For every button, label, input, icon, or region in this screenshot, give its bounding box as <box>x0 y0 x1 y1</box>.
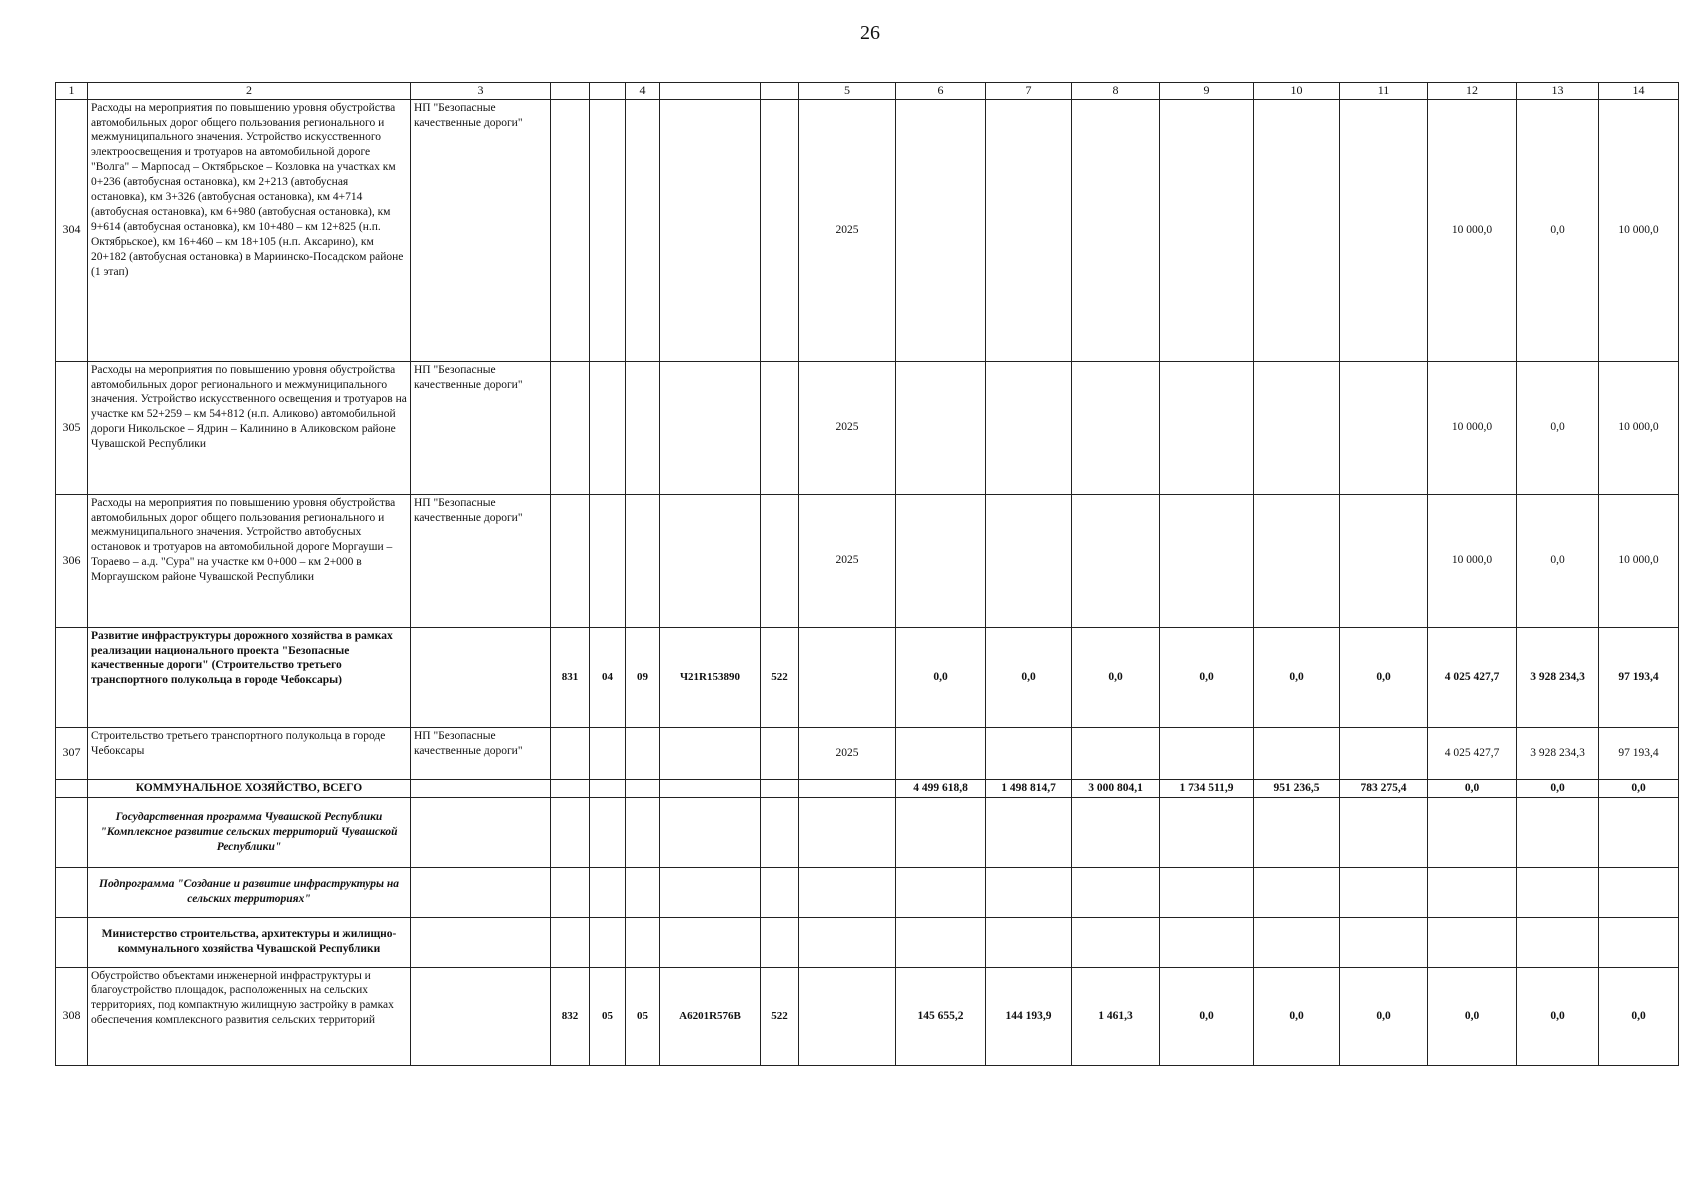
budget-code-cell: 04 <box>590 627 626 727</box>
budget-code-cell <box>590 494 626 627</box>
national-project <box>411 797 551 867</box>
budget-code-cell <box>626 727 660 779</box>
row-number: 304 <box>56 99 88 361</box>
amount-cell: 783 275,4 <box>1340 779 1428 797</box>
amount-cell <box>1599 867 1679 917</box>
amount-cell: 10 000,0 <box>1599 361 1679 494</box>
budget-code-cell <box>660 917 761 967</box>
budget-code-cell <box>626 361 660 494</box>
amount-cell <box>1428 797 1517 867</box>
year-cell <box>799 967 896 1065</box>
national-project <box>411 967 551 1065</box>
budget-code-cell <box>590 779 626 797</box>
amount-cell: 0,0 <box>1254 627 1340 727</box>
year-cell <box>799 797 896 867</box>
budget-code-cell <box>551 797 590 867</box>
amount-cell: 1 734 511,9 <box>1160 779 1254 797</box>
budget-code-cell <box>590 361 626 494</box>
budget-code-cell <box>660 797 761 867</box>
amount-cell <box>1428 917 1517 967</box>
amount-cell <box>1072 917 1160 967</box>
amount-cell: 10 000,0 <box>1599 99 1679 361</box>
national-project: НП "Безопасные качественные дороги" <box>411 361 551 494</box>
budget-code-cell <box>551 779 590 797</box>
amount-cell <box>986 727 1072 779</box>
budget-code-cell <box>626 779 660 797</box>
row-description: Обустройство объектами инженерной инфраструктуры и благоустройство площадок, расположенных на сельских территориях, под компактную жилищную застройку в рамках обеспечения комплексного развития сельских территорий <box>88 967 411 1065</box>
amount-cell <box>896 99 986 361</box>
budget-code-cell <box>660 494 761 627</box>
amount-cell <box>1340 797 1428 867</box>
amount-cell: 0,0 <box>1517 99 1599 361</box>
table-row <box>56 727 1679 779</box>
header-col-12: 8 <box>1072 83 1160 100</box>
amount-cell <box>1517 867 1599 917</box>
amount-cell <box>1072 494 1160 627</box>
budget-code-cell <box>590 99 626 361</box>
amount-cell <box>896 917 986 967</box>
row-number <box>56 779 88 797</box>
budget-code-cell <box>761 779 799 797</box>
amount-cell <box>1160 99 1254 361</box>
header-col-15: 11 <box>1340 83 1428 100</box>
amount-cell: 10 000,0 <box>1599 494 1679 627</box>
amount-cell <box>1160 917 1254 967</box>
budget-code-cell: 831 <box>551 627 590 727</box>
amount-cell <box>986 797 1072 867</box>
row-number: 307 <box>56 727 88 779</box>
budget-code-cell <box>761 797 799 867</box>
year-cell: 2025 <box>799 361 896 494</box>
budget-code-cell <box>626 867 660 917</box>
national-project <box>411 779 551 797</box>
amount-cell: 1 498 814,7 <box>986 779 1072 797</box>
header-col-5 <box>590 83 626 100</box>
row-description: КОММУНАЛЬНОЕ ХОЗЯЙСТВО, ВСЕГО <box>88 779 411 797</box>
amount-cell <box>986 867 1072 917</box>
amount-cell <box>1160 867 1254 917</box>
budget-code-cell <box>551 99 590 361</box>
amount-cell <box>1254 917 1340 967</box>
row-description: Развитие инфраструктуры дорожного хозяйства в рамках реализации национального проекта "Безопасные качественные дороги" (Строительство третьего транспортного полукольца в городе Чебоксары) <box>88 627 411 727</box>
amount-cell <box>1254 867 1340 917</box>
budget-code-cell <box>590 727 626 779</box>
budget-code-cell <box>551 867 590 917</box>
table-row <box>56 867 1679 917</box>
amount-cell: 0,0 <box>896 627 986 727</box>
national-project: НП "Безопасные качественные дороги" <box>411 99 551 361</box>
national-project: НП "Безопасные качественные дороги" <box>411 727 551 779</box>
year-cell: 2025 <box>799 99 896 361</box>
row-number <box>56 867 88 917</box>
amount-cell <box>1160 727 1254 779</box>
amount-cell <box>1254 494 1340 627</box>
header-col-9: 5 <box>799 83 896 100</box>
amount-cell: 3 928 234,3 <box>1517 627 1599 727</box>
budget-code-cell: 05 <box>590 967 626 1065</box>
header-col-18: 14 <box>1599 83 1679 100</box>
amount-cell <box>1254 727 1340 779</box>
header-col-11: 7 <box>986 83 1072 100</box>
amount-cell <box>1072 99 1160 361</box>
amount-cell: 0,0 <box>1517 494 1599 627</box>
year-cell <box>799 779 896 797</box>
budget-code-cell <box>761 867 799 917</box>
table-row <box>56 361 1679 494</box>
amount-cell: 97 193,4 <box>1599 727 1679 779</box>
amount-cell <box>896 494 986 627</box>
amount-cell: 0,0 <box>1254 967 1340 1065</box>
row-number <box>56 917 88 967</box>
amount-cell: 0,0 <box>1072 627 1160 727</box>
row-number: 308 <box>56 967 88 1065</box>
table-row <box>56 494 1679 627</box>
row-number: 306 <box>56 494 88 627</box>
budget-code-cell <box>761 99 799 361</box>
budget-code-cell <box>761 727 799 779</box>
row-description: Подпрограмма "Создание и развитие инфраструктуры на сельских территориях" <box>88 867 411 917</box>
amount-cell <box>1517 797 1599 867</box>
row-description: Расходы на мероприятия по повышению уровня обустройства автомобильных дорог регионального и межмуниципального значения. Устройство искусственного освещения и тротуаров на участке км 52+259 – км 54+812 (н.п. Аликово) автомобильной дороги Никольское – Ядрин – Калинино в Аликовском районе Чувашской Республики <box>88 361 411 494</box>
budget-table <box>55 82 1679 1066</box>
amount-cell <box>1072 797 1160 867</box>
amount-cell: 0,0 <box>986 627 1072 727</box>
budget-code-cell <box>590 867 626 917</box>
amount-cell: 0,0 <box>1428 967 1517 1065</box>
budget-code-cell <box>626 917 660 967</box>
budget-code-cell <box>551 494 590 627</box>
header-col-16: 12 <box>1428 83 1517 100</box>
amount-cell <box>896 867 986 917</box>
amount-cell: 1 461,3 <box>1072 967 1160 1065</box>
budget-code-cell <box>660 99 761 361</box>
amount-cell: 0,0 <box>1599 967 1679 1065</box>
amount-cell: 10 000,0 <box>1428 494 1517 627</box>
amount-cell <box>1428 867 1517 917</box>
amount-cell <box>986 361 1072 494</box>
amount-cell <box>1160 361 1254 494</box>
budget-code-cell <box>660 779 761 797</box>
national-project <box>411 627 551 727</box>
amount-cell <box>986 99 1072 361</box>
year-cell: 2025 <box>799 494 896 627</box>
table-row <box>56 797 1679 867</box>
budget-code-cell <box>626 494 660 627</box>
amount-cell: 0,0 <box>1160 627 1254 727</box>
amount-cell <box>1254 361 1340 494</box>
row-number: 305 <box>56 361 88 494</box>
amount-cell: 0,0 <box>1340 967 1428 1065</box>
budget-code-cell <box>626 797 660 867</box>
amount-cell: 0,0 <box>1428 779 1517 797</box>
amount-cell: 144 193,9 <box>986 967 1072 1065</box>
table-row <box>56 627 1679 727</box>
header-col-8 <box>761 83 799 100</box>
amount-cell: 3 000 804,1 <box>1072 779 1160 797</box>
budget-code-cell: 05 <box>626 967 660 1065</box>
amount-cell: 4 025 427,7 <box>1428 627 1517 727</box>
amount-cell: 0,0 <box>1160 967 1254 1065</box>
header-col-13: 9 <box>1160 83 1254 100</box>
year-cell: 2025 <box>799 727 896 779</box>
national-project <box>411 867 551 917</box>
amount-cell <box>1517 917 1599 967</box>
budget-code-cell: 09 <box>626 627 660 727</box>
year-cell <box>799 917 896 967</box>
header-col-1: 1 <box>56 83 88 100</box>
header-col-17: 13 <box>1517 83 1599 100</box>
national-project <box>411 917 551 967</box>
header-col-3: 3 <box>411 83 551 100</box>
budget-code-cell: 522 <box>761 627 799 727</box>
national-project: НП "Безопасные качественные дороги" <box>411 494 551 627</box>
table-row <box>56 99 1679 361</box>
budget-code-cell: 832 <box>551 967 590 1065</box>
amount-cell <box>1599 917 1679 967</box>
amount-cell <box>1072 361 1160 494</box>
budget-code-cell <box>660 361 761 494</box>
row-number <box>56 797 88 867</box>
amount-cell <box>1599 797 1679 867</box>
amount-cell <box>896 361 986 494</box>
amount-cell <box>1072 727 1160 779</box>
header-col-4 <box>551 83 590 100</box>
amount-cell <box>896 797 986 867</box>
budget-code-cell: 522 <box>761 967 799 1065</box>
budget-code-cell: А6201R576В <box>660 967 761 1065</box>
table-row <box>56 967 1679 1065</box>
amount-cell <box>1072 867 1160 917</box>
page-number: 26 <box>860 22 880 44</box>
header-col-7 <box>660 83 761 100</box>
budget-code-cell <box>761 494 799 627</box>
budget-code-cell <box>551 361 590 494</box>
amount-cell: 3 928 234,3 <box>1517 727 1599 779</box>
table-row <box>56 779 1679 797</box>
amount-cell: 0,0 <box>1599 779 1679 797</box>
row-description: Расходы на мероприятия по повышению уровня обустройства автомобильных дорог общего пользования регионального и межмуниципального значения. Устройство искусственного электроосвещения и тротуаров на автомобильной дороге "Волга" – Марпосад – Октябрьское – Козловка на участках км 0+236 (автобусная остановка), км 2+213 (автобусная остановка), км 3+326 (автобусная остановка), км 4+714 (автобусная остановка), км 6+980 (автобусная остановка), км 9+614 (автобусная остановка), км 10+480 – км 12+825 (н.п. Октябрьское), км 16+460 – км 18+105 (н.п. Аксарино), км 20+182 (автобусная остановка) в Мариинско-Посадском районе (1 этап) <box>88 99 411 361</box>
header-col-2: 2 <box>88 83 411 100</box>
budget-code-cell <box>761 917 799 967</box>
amount-cell <box>1340 917 1428 967</box>
amount-cell: 10 000,0 <box>1428 99 1517 361</box>
amount-cell <box>1340 361 1428 494</box>
header-col-10: 6 <box>896 83 986 100</box>
budget-code-cell <box>551 727 590 779</box>
budget-code-cell <box>660 867 761 917</box>
budget-code-cell <box>551 917 590 967</box>
budget-code-cell <box>590 797 626 867</box>
amount-cell: 0,0 <box>1517 967 1599 1065</box>
row-description: Государственная программа Чувашской Республики "Комплексное развитие сельских территорий Чувашской Республики" <box>88 797 411 867</box>
amount-cell: 10 000,0 <box>1428 361 1517 494</box>
year-cell <box>799 627 896 727</box>
amount-cell <box>1160 797 1254 867</box>
budget-code-cell <box>590 917 626 967</box>
amount-cell <box>1254 797 1340 867</box>
amount-cell: 4 025 427,7 <box>1428 727 1517 779</box>
table-row <box>56 917 1679 967</box>
amount-cell: 951 236,5 <box>1254 779 1340 797</box>
amount-cell: 0,0 <box>1340 627 1428 727</box>
amount-cell <box>1340 867 1428 917</box>
amount-cell: 145 655,2 <box>896 967 986 1065</box>
row-description: Министерство строительства, архитектуры и жилищно-коммунального хозяйства Чувашской Республики <box>88 917 411 967</box>
row-number <box>56 627 88 727</box>
amount-cell: 0,0 <box>1517 779 1599 797</box>
row-description: Расходы на мероприятия по повышению уровня обустройства автомобильных дорог общего пользования регионального и межмуниципального значения. Устройство автобусных остановок и тротуаров на автомобильной дороге Моргауши – Тораево – а.д. "Сура" на участке км 0+000 – км 2+000 в Моргаушском районе Чувашской Республики <box>88 494 411 627</box>
year-cell <box>799 867 896 917</box>
header-row <box>56 83 1679 100</box>
budget-code-cell: Ч21R153890 <box>660 627 761 727</box>
header-col-14: 10 <box>1254 83 1340 100</box>
amount-cell: 97 193,4 <box>1599 627 1679 727</box>
budget-code-cell <box>660 727 761 779</box>
amount-cell <box>1254 99 1340 361</box>
amount-cell: 0,0 <box>1517 361 1599 494</box>
amount-cell <box>1340 727 1428 779</box>
budget-code-cell <box>626 99 660 361</box>
amount-cell <box>1340 99 1428 361</box>
amount-cell <box>986 917 1072 967</box>
budget-code-cell <box>761 361 799 494</box>
amount-cell <box>986 494 1072 627</box>
amount-cell <box>896 727 986 779</box>
amount-cell <box>1160 494 1254 627</box>
amount-cell: 4 499 618,8 <box>896 779 986 797</box>
row-description: Строительство третьего транспортного полукольца в городе Чебоксары <box>88 727 411 779</box>
amount-cell <box>1340 494 1428 627</box>
header-col-6: 4 <box>626 83 660 100</box>
